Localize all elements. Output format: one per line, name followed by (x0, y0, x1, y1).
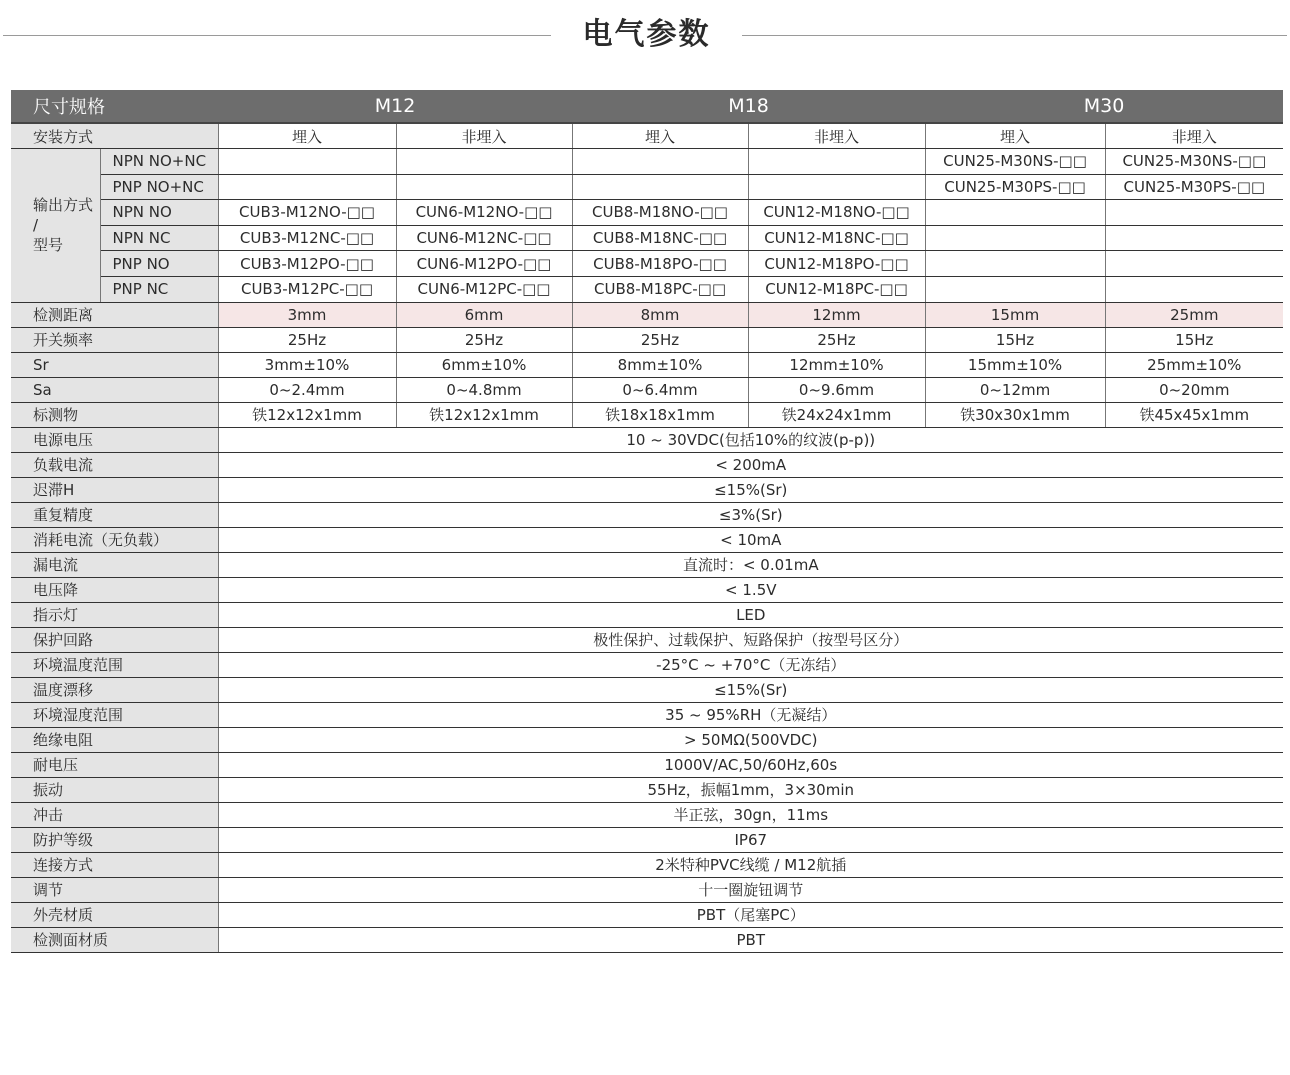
row-label: 振动 (11, 777, 218, 802)
model-cell (572, 149, 748, 175)
row-label: 重复精度 (11, 502, 218, 527)
common-value-cell: PBT (218, 927, 1283, 952)
cell: 15mm±10% (925, 352, 1105, 377)
model-cell: CUB3-M12PC-□□ (218, 276, 396, 302)
cell: 12mm (748, 302, 925, 327)
size-group-m12: M12 (218, 90, 572, 123)
cell: 0~12mm (925, 377, 1105, 402)
model-cell: CUB3-M12NC-□□ (218, 225, 396, 251)
model-cell: CUN6-M12NO-□□ (396, 200, 572, 226)
row-label: 外壳材质 (11, 902, 218, 927)
row-label: 耐电压 (11, 752, 218, 777)
spec-row (11, 877, 1283, 902)
model-cell (396, 149, 572, 175)
model-cell: CUB3-M12NO-□□ (218, 200, 396, 226)
common-value-cell: ≤15%(Sr) (218, 677, 1283, 702)
cell: 铁45x45x1mm (1105, 402, 1283, 427)
common-value-cell: 极性保护、过载保护、短路保护（按型号区分） (218, 627, 1283, 652)
cell: 铁24x24x1mm (748, 402, 925, 427)
model-cell: CUN25-M30NS-□□ (1105, 149, 1283, 175)
row-label: 连接方式 (11, 852, 218, 877)
spec-row (11, 477, 1283, 502)
row-label: 指示灯 (11, 602, 218, 627)
row-label: 标测物 (11, 402, 218, 427)
cell: 埋入 (218, 123, 396, 149)
cell: 埋入 (925, 123, 1105, 149)
output-type-label: PNP NC (100, 276, 218, 302)
spec-row (11, 777, 1283, 802)
spec-table (11, 90, 1283, 953)
cell: 25Hz (396, 327, 572, 352)
cell: 25Hz (748, 327, 925, 352)
output-group-label-line: / (33, 216, 39, 235)
common-value-cell: ≤15%(Sr) (218, 477, 1283, 502)
model-cell: CUB8-M18NC-□□ (572, 225, 748, 251)
output-group-label (11, 149, 100, 303)
common-value-cell: 55Hz，振幅1mm，3×30min (218, 777, 1283, 802)
row-label: 安装方式 (11, 123, 218, 149)
row-label: 绝缘电阻 (11, 727, 218, 752)
row-label: 开关频率 (11, 327, 218, 352)
row-label: 环境温度范围 (11, 652, 218, 677)
common-value-cell: < 200mA (218, 452, 1283, 477)
model-cell (1105, 276, 1283, 302)
spec-row (11, 652, 1283, 677)
cell: 非埋入 (748, 123, 925, 149)
cell: 铁18x18x1mm (572, 402, 748, 427)
common-value-cell: 2米特种PVC线缆 / M12航插 (218, 852, 1283, 877)
common-value-cell: 十一圈旋钮调节 (218, 877, 1283, 902)
model-cell: CUB3-M12PO-□□ (218, 251, 396, 277)
model-cell: CUB8-M18PC-□□ (572, 276, 748, 302)
size-group-m30: M30 (925, 90, 1283, 123)
model-cell: CUN25-M30PS-□□ (1105, 174, 1283, 200)
row-label: Sr (11, 352, 218, 377)
row-label: 电压降 (11, 577, 218, 602)
output-type-label: PNP NO+NC (100, 174, 218, 200)
model-cell: CUN6-M12PO-□□ (396, 251, 572, 277)
cell: 0~2.4mm (218, 377, 396, 402)
spec-row (11, 352, 1283, 377)
spec-row (11, 902, 1283, 927)
output-group-label-line: 输出方式 (33, 196, 94, 215)
common-value-cell: 35 ~ 95%RH（无凝结） (218, 702, 1283, 727)
cell: 0~4.8mm (396, 377, 572, 402)
spec-row (11, 552, 1283, 577)
common-value-cell: PBT（尾塞PC） (218, 902, 1283, 927)
row-label: 温度漂移 (11, 677, 218, 702)
model-cell (925, 225, 1105, 251)
size-label: 尺寸规格 (11, 90, 218, 123)
cell: 非埋入 (1105, 123, 1283, 149)
spec-row (11, 627, 1283, 652)
cell: 15Hz (1105, 327, 1283, 352)
spec-row (11, 327, 1283, 352)
output-model-row (11, 225, 1283, 251)
cell: 0~6.4mm (572, 377, 748, 402)
output-type-label: NPN NO (100, 200, 218, 226)
model-cell: CUB8-M18NO-□□ (572, 200, 748, 226)
model-cell: CUB8-M18PO-□□ (572, 251, 748, 277)
row-label: 消耗电流（无负载） (11, 527, 218, 552)
row-label: 漏电流 (11, 552, 218, 577)
title-divider-left (3, 35, 551, 36)
row-label: 检测面材质 (11, 927, 218, 952)
cell: 埋入 (572, 123, 748, 149)
cell: 0~20mm (1105, 377, 1283, 402)
model-cell (218, 149, 396, 175)
row-label: 检测距离 (11, 302, 218, 327)
model-cell: CUN12-M18PO-□□ (748, 251, 925, 277)
common-value-cell: 10 ~ 30VDC(包括10%的纹波(p-p)) (218, 427, 1283, 452)
model-cell: CUN6-M12PC-□□ (396, 276, 572, 302)
model-cell (925, 200, 1105, 226)
cell: 3mm±10% (218, 352, 396, 377)
common-value-cell: ≤3%(Sr) (218, 502, 1283, 527)
cell: 非埋入 (396, 123, 572, 149)
cell: 8mm±10% (572, 352, 748, 377)
model-cell (748, 149, 925, 175)
output-type-label: PNP NO (100, 251, 218, 277)
model-cell (1105, 251, 1283, 277)
cell: 25mm (1105, 302, 1283, 327)
cell: 25mm±10% (1105, 352, 1283, 377)
model-cell (1105, 225, 1283, 251)
spec-row (11, 852, 1283, 877)
spec-row (11, 502, 1283, 527)
cell: 铁12x12x1mm (218, 402, 396, 427)
common-value-cell: < 1.5V (218, 577, 1283, 602)
output-type-label: NPN NC (100, 225, 218, 251)
spec-row (11, 377, 1283, 402)
title-divider-right (742, 35, 1287, 36)
model-cell (396, 174, 572, 200)
row-label: 负载电流 (11, 452, 218, 477)
cell: 铁12x12x1mm (396, 402, 572, 427)
model-cell (572, 174, 748, 200)
common-value-cell: 1000V/AC,50/60Hz,60s (218, 752, 1283, 777)
spec-row (11, 402, 1283, 427)
cell: 25Hz (218, 327, 396, 352)
common-value-cell: > 50MΩ(500VDC) (218, 727, 1283, 752)
row-label: 冲击 (11, 802, 218, 827)
model-cell (925, 251, 1105, 277)
spec-row (11, 752, 1283, 777)
cell: 铁30x30x1mm (925, 402, 1105, 427)
size-group-m18: M18 (572, 90, 925, 123)
output-group-label-line: 型号 (33, 236, 64, 255)
spec-row (11, 927, 1283, 952)
spec-row (11, 527, 1283, 552)
common-value-cell: 直流时：< 0.01mA (218, 552, 1283, 577)
common-value-cell: 半正弦，30gn，11ms (218, 802, 1283, 827)
common-value-cell: IP67 (218, 827, 1283, 852)
mount-row (11, 123, 1283, 149)
page-header (0, 14, 1290, 58)
spec-row (11, 702, 1283, 727)
cell: 6mm (396, 302, 572, 327)
model-cell (925, 276, 1105, 302)
cell: 0~9.6mm (748, 377, 925, 402)
cell: 6mm±10% (396, 352, 572, 377)
row-label: 调节 (11, 877, 218, 902)
model-cell: CUN12-M18NC-□□ (748, 225, 925, 251)
spec-row (11, 727, 1283, 752)
model-cell (218, 174, 396, 200)
cell: 12mm±10% (748, 352, 925, 377)
model-cell (748, 174, 925, 200)
cell: 15mm (925, 302, 1105, 327)
row-label: 迟滞H (11, 477, 218, 502)
output-model-row (11, 174, 1283, 200)
row-label: Sa (11, 377, 218, 402)
spec-row (11, 802, 1283, 827)
cell: 3mm (218, 302, 396, 327)
output-model-row (11, 251, 1283, 277)
model-cell: CUN12-M18PC-□□ (748, 276, 925, 302)
row-label: 防护等级 (11, 827, 218, 852)
model-cell: CUN25-M30NS-□□ (925, 149, 1105, 175)
row-label: 环境湿度范围 (11, 702, 218, 727)
spec-row (11, 427, 1283, 452)
model-cell: CUN12-M18NO-□□ (748, 200, 925, 226)
common-value-cell: < 10mA (218, 527, 1283, 552)
spec-row (11, 302, 1283, 327)
output-model-row (11, 200, 1283, 226)
spec-row (11, 677, 1283, 702)
row-label: 电源电压 (11, 427, 218, 452)
output-type-label: NPN NO+NC (100, 149, 218, 175)
spec-row (11, 577, 1283, 602)
model-cell: CUN25-M30PS-□□ (925, 174, 1105, 200)
spec-row (11, 827, 1283, 852)
size-header-row (11, 90, 1283, 123)
row-label: 保护回路 (11, 627, 218, 652)
spec-row (11, 452, 1283, 477)
model-cell: CUN6-M12NC-□□ (396, 225, 572, 251)
output-model-row (11, 149, 1283, 175)
common-value-cell: -25°C ~ +70°C（无冻结） (218, 652, 1283, 677)
page-title: 电气参数 (582, 17, 711, 52)
spec-row (11, 602, 1283, 627)
common-value-cell: LED (218, 602, 1283, 627)
cell: 15Hz (925, 327, 1105, 352)
model-cell (1105, 200, 1283, 226)
cell: 8mm (572, 302, 748, 327)
output-model-row (11, 276, 1283, 302)
cell: 25Hz (572, 327, 748, 352)
